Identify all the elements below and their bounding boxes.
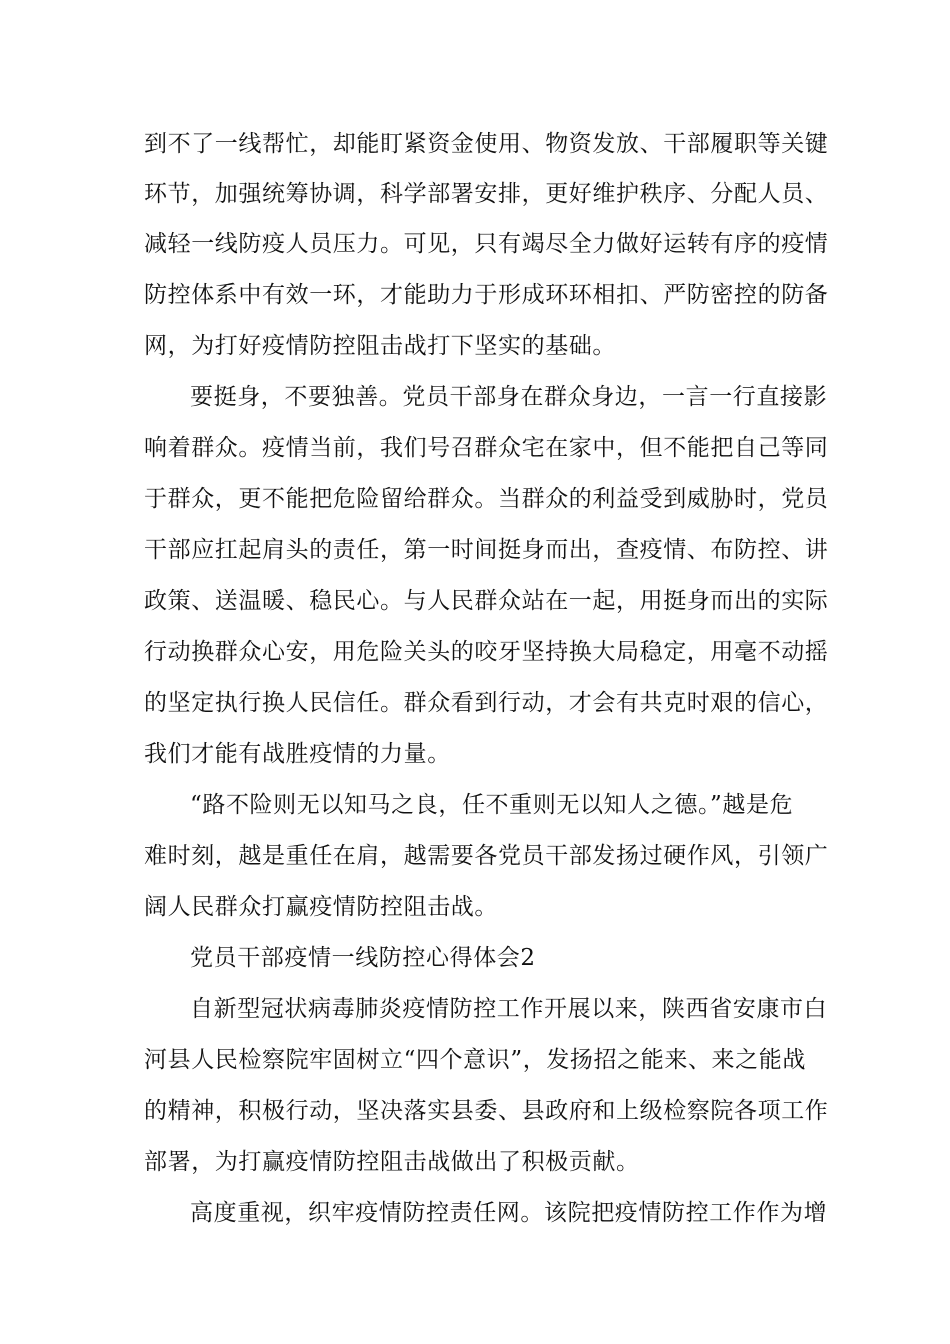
- text-line: 行动换群众心安，用危险关头的咬牙坚持换大局稳定，用毫不动摇: [144, 639, 829, 665]
- text-line: 到不了一线帮忙，却能盯紧资金使用、物资发放、干部履职等关键: [144, 131, 829, 157]
- text-line: 干部应扛起肩头的责任，第一时间挺身而出，查疫情、布防控、讲: [144, 537, 829, 563]
- text-line: 于群众，更不能把危险留给群众。当群众的利益受到威胁时，党员: [144, 486, 829, 512]
- text-line: 响着群众。疫情当前，我们号召群众宅在家中，但不能把自己等同: [144, 435, 829, 461]
- paragraph-start-line: 高度重视，织牢疫情防控责任网。该院把疫情防控工作作为增: [190, 1200, 828, 1226]
- text-line: 防控体系中有效一环，才能助力于形成环环相扣、严防密控的防备: [144, 282, 829, 308]
- text-line: 环节，加强统筹协调，科学部署安排，更好维护秩序、分配人员、: [144, 181, 829, 207]
- text-line: 我们才能有战胜疫情的力量。: [144, 741, 451, 767]
- paragraph-start-line: 要挺身，不要独善。党员干部身在群众身边，一言一行直接影: [190, 384, 828, 410]
- text-line: 难时刻，越是重任在肩，越需要各党员干部发扬过硬作风，引领广: [144, 843, 829, 869]
- text-line: 阔人民群众打赢疫情防控阻击战。: [144, 894, 498, 920]
- text-line: 网，为打好疫情防控阻击战打下坚实的基础。: [144, 333, 616, 359]
- quote-line: “路不险则无以知马之良，任不重则无以知人之德。”越是危: [190, 792, 794, 818]
- text-line: 部署，为打赢疫情防控阻击战做出了积极贡献。: [144, 1149, 640, 1175]
- text-line: 的坚定执行换人民信任。群众看到行动，才会有共克时艰的信心，: [144, 690, 829, 716]
- text-line: 河县人民检察院牢固树立“四个意识”，发扬招之能来、来之能战: [144, 1047, 806, 1073]
- text-line: 政策、送温暖、稳民心。与人民群众站在一起，用挺身而出的实际: [144, 588, 829, 614]
- text-line: 减轻一线防疫人员压力。可见，只有竭尽全力做好运转有序的疫情: [144, 231, 829, 257]
- paragraph-start-line: 自新型冠状病毒肺炎疫情防控工作开展以来，陕西省安康市白: [190, 996, 828, 1022]
- section-title: 党员干部疫情一线防控心得体会2: [190, 945, 536, 971]
- text-line: 的精神，积极行动，坚决落实县委、县政府和上级检察院各项工作: [144, 1098, 829, 1124]
